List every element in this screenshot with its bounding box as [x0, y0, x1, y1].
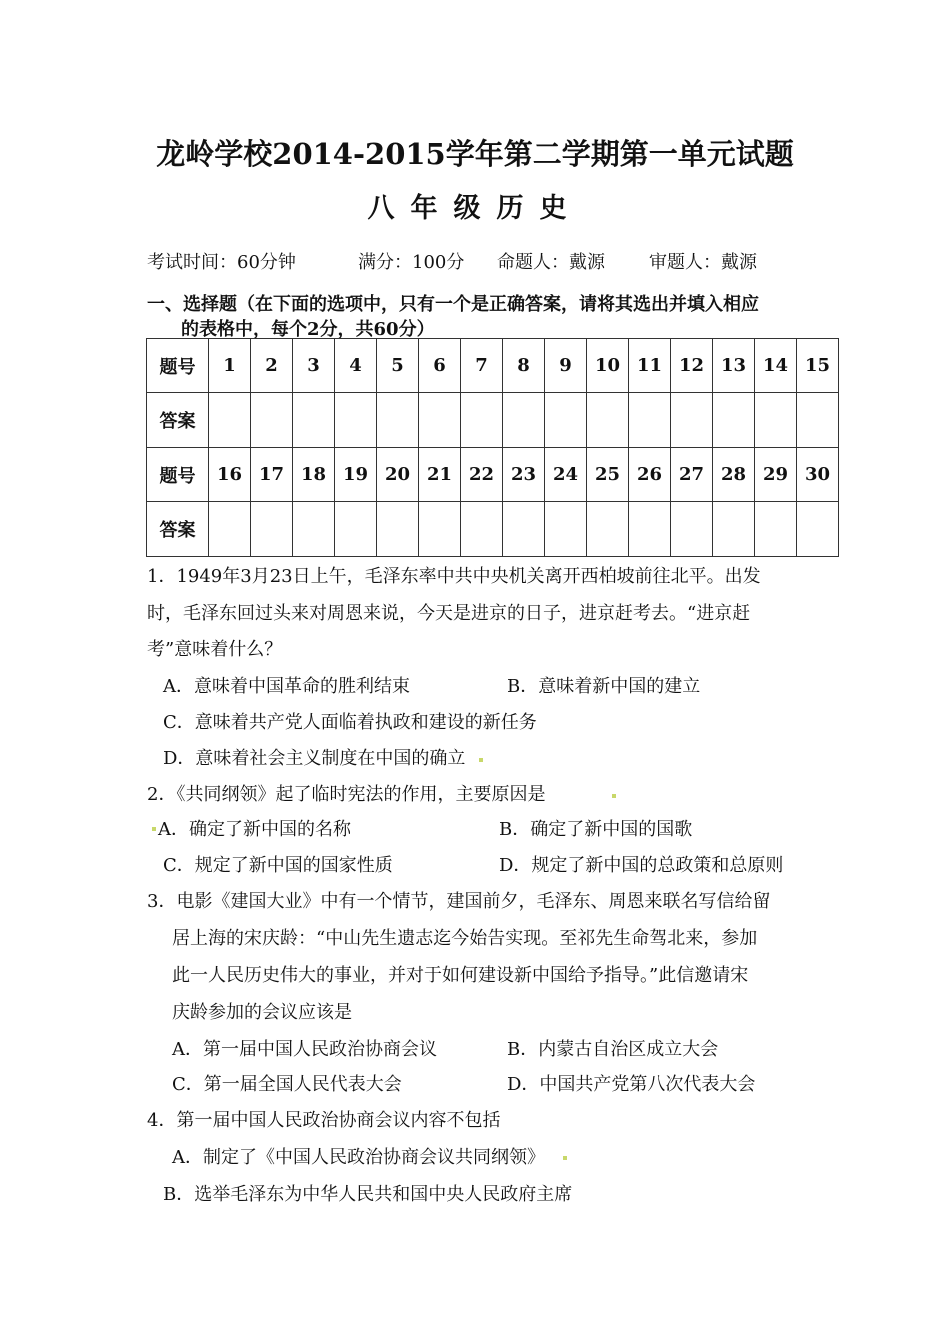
q3-option-d: D．中国共产党第八次代表大会 — [507, 1074, 756, 1095]
answer-cell[interactable] — [587, 502, 629, 557]
highlight-mark — [563, 1156, 567, 1160]
answer-cell[interactable] — [461, 393, 503, 448]
q3-option-b: B．内蒙古自治区成立大会 — [507, 1039, 719, 1060]
q3-stem-line2: 居上海的宋庆龄：“中山先生遗志迄今始告实现。至祁先生命驾北来，参加 — [172, 928, 758, 949]
answer-cell[interactable] — [713, 502, 755, 557]
q3-stem-line3: 此一人民历史伟大的事业，并对于如何建设新中国给予指导。”此信邀请宋 — [172, 965, 749, 986]
table-row — [147, 502, 839, 557]
q3-stem-line4: 庆龄参加的会议应该是 — [172, 1002, 352, 1023]
answer-cell[interactable] — [335, 393, 377, 448]
question-number: 4 — [335, 339, 377, 393]
exam-title: 龙岭学校2014-2015学年第二学期第一单元试题 — [156, 137, 794, 171]
q4-option-b: B．选举毛泽东为中华人民共和国中央人民政府主席 — [163, 1184, 573, 1205]
question-number: 13 — [713, 339, 755, 393]
answer-cell[interactable] — [293, 393, 335, 448]
question-number: 17 — [251, 448, 293, 502]
q3-option-a: A．第一届中国人民政治协商会议 — [172, 1039, 437, 1060]
answer-cell[interactable] — [293, 502, 335, 557]
table-row — [147, 393, 839, 448]
answer-cell[interactable] — [797, 393, 839, 448]
answer-cell[interactable] — [209, 502, 251, 557]
answer-label: 答案 — [147, 502, 209, 557]
answer-cell[interactable] — [251, 393, 293, 448]
question-number: 1 — [209, 339, 251, 393]
q2-stem: 2．《共同纲领》起了临时宪法的作用，主要原因是 — [147, 784, 546, 805]
q2-option-d: D．规定了新中国的总政策和总原则 — [499, 855, 784, 876]
question-number: 18 — [293, 448, 335, 502]
answer-cell[interactable] — [629, 502, 671, 557]
section-heading-line2: 的表格中，每个2分，共60分） — [181, 319, 435, 340]
q1-stem-line1: 1．1949年3月23日上午，毛泽东率中共中央机关离开西柏坡前往北平。出发 — [147, 566, 761, 587]
full-score: 满分：100分 — [358, 252, 465, 273]
highlight-mark — [152, 827, 156, 831]
section-heading-line1: 一、选择题（在下面的选项中，只有一个是正确答案，请将其选出并填入相应 — [147, 294, 759, 315]
q3-stem-line1: 3．电影《建国大业》中有一个情节，建国前夕，毛泽东、周恩来联名写信给留 — [147, 891, 771, 912]
answer-cell[interactable] — [671, 502, 713, 557]
q1-option-c: C．意味着共产党人面临着执政和建设的新任务 — [163, 712, 537, 733]
answer-cell[interactable] — [629, 393, 671, 448]
question-number: 2 — [251, 339, 293, 393]
q2-option-a: A．确定了新中国的名称 — [158, 819, 351, 840]
answer-cell[interactable] — [377, 393, 419, 448]
question-number: 10 — [587, 339, 629, 393]
answer-cell[interactable] — [503, 393, 545, 448]
answer-cell[interactable] — [335, 502, 377, 557]
question-number: 12 — [671, 339, 713, 393]
answer-cell[interactable] — [419, 393, 461, 448]
q3-option-c: C．第一届全国人民代表大会 — [172, 1074, 402, 1095]
answer-label: 答案 — [147, 393, 209, 448]
answer-table — [146, 338, 839, 557]
q1-option-d: D．意味着社会主义制度在中国的确立 — [163, 748, 466, 769]
q1-option-a: A．意味着中国革命的胜利结束 — [163, 676, 410, 697]
q1-stem-line2: 时，毛泽东回过头来对周恩来说，今天是进京的日子，进京赶考去。“进京赶 — [147, 603, 751, 624]
question-number: 16 — [209, 448, 251, 502]
answer-cell[interactable] — [755, 502, 797, 557]
question-label: 题号 — [147, 448, 209, 502]
question-number: 28 — [713, 448, 755, 502]
answer-cell[interactable] — [713, 393, 755, 448]
question-number: 14 — [755, 339, 797, 393]
q1-option-b: B．意味着新中国的建立 — [507, 676, 701, 697]
highlight-mark — [479, 758, 483, 762]
q1-stem-line3: 考”意味着什么？ — [147, 639, 283, 660]
question-number: 9 — [545, 339, 587, 393]
answer-cell[interactable] — [755, 393, 797, 448]
question-reviewer: 审题人：戴源 — [649, 252, 757, 273]
question-number: 20 — [377, 448, 419, 502]
question-number: 6 — [419, 339, 461, 393]
question-number: 26 — [629, 448, 671, 502]
question-number: 22 — [461, 448, 503, 502]
exam-subtitle: 八年级历史 — [367, 193, 583, 224]
answer-cell[interactable] — [209, 393, 251, 448]
question-setter: 命题人：戴源 — [497, 252, 605, 273]
question-number: 15 — [797, 339, 839, 393]
question-number: 5 — [377, 339, 419, 393]
question-number: 19 — [335, 448, 377, 502]
q4-stem: 4．第一届中国人民政治协商会议内容不包括 — [147, 1110, 501, 1131]
answer-cell[interactable] — [419, 502, 461, 557]
question-number: 11 — [629, 339, 671, 393]
question-number: 3 — [293, 339, 335, 393]
highlight-mark — [612, 794, 616, 798]
answer-cell[interactable] — [671, 393, 713, 448]
answer-cell[interactable] — [587, 393, 629, 448]
answer-cell[interactable] — [797, 502, 839, 557]
answer-cell[interactable] — [461, 502, 503, 557]
question-label: 题号 — [147, 339, 209, 393]
q4-option-a: A．制定了《中国人民政治协商会议共同纲领》 — [172, 1147, 545, 1168]
section-heading — [147, 292, 827, 342]
question-number: 24 — [545, 448, 587, 502]
question-number: 8 — [503, 339, 545, 393]
question-number: 27 — [671, 448, 713, 502]
question-number: 7 — [461, 339, 503, 393]
question-number: 23 — [503, 448, 545, 502]
table-row — [147, 339, 839, 393]
answer-cell[interactable] — [545, 502, 587, 557]
answer-cell[interactable] — [503, 502, 545, 557]
answer-cell[interactable] — [251, 502, 293, 557]
answer-cell[interactable] — [377, 502, 419, 557]
question-number: 25 — [587, 448, 629, 502]
q2-option-b: B．确定了新中国的国歌 — [499, 819, 693, 840]
question-number: 29 — [755, 448, 797, 502]
question-number: 21 — [419, 448, 461, 502]
table-row — [147, 448, 839, 502]
question-number: 30 — [797, 448, 839, 502]
q2-option-c: C．规定了新中国的国家性质 — [163, 855, 393, 876]
exam-time: 考试时间：60分钟 — [147, 252, 296, 273]
answer-cell[interactable] — [545, 393, 587, 448]
